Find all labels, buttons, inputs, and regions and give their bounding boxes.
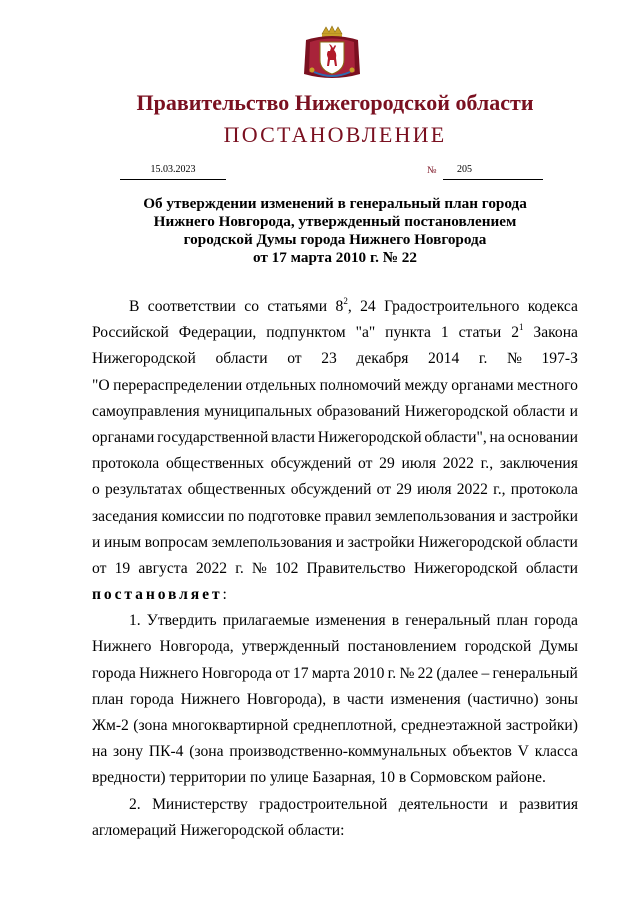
body-line: органами государственной власти Нижегородской области", на основании <box>92 428 578 446</box>
body-line: протокола общественных обсуждений от 29 июля 2022 г., заключения <box>92 455 578 473</box>
document-title <box>0 195 640 267</box>
body-line: постановляет : <box>92 582 578 608</box>
document-body <box>92 290 578 844</box>
document-type: ПОСТАНОВЛЕНИЕ <box>223 122 447 147</box>
title-line: Об утверждении изменений в генеральный план города <box>143 195 527 212</box>
body-line: самоуправления муниципальных образований Нижегородской области и <box>92 402 578 420</box>
number-sign: № <box>427 165 437 176</box>
body-line: Нижнего Новгорода, утвержденный постановлением городской Думы <box>92 638 578 656</box>
body-line: на зону ПК-4 (зона производственно-коммунальных объектов V класса <box>92 743 578 761</box>
body-line: "О перераспределении отдельных полномочий между органами местного <box>92 376 578 394</box>
document-number: 205 <box>443 163 543 180</box>
body-line: 2. Министерству градостроительной деятельности и развития <box>129 795 578 813</box>
organization-name: Правительство Нижегородской области <box>136 90 534 115</box>
body-line: города Нижнего Новгорода от 17 марта 2010 г. № 22 (далее – генеральный <box>92 664 578 682</box>
title-line: от 17 марта 2010 г. № 22 <box>253 249 417 266</box>
title-line: городской Думы города Нижнего Новгорода <box>183 231 487 248</box>
body-line: заседания комиссии по подготовке правил землепользования и застройки <box>92 507 578 525</box>
body-line: 1. Утвердить прилагаемые изменения в генеральный план города <box>129 612 578 630</box>
body-line: и иным вопросам землепользования и застройки Нижегородской области <box>92 533 578 551</box>
body-line: от 19 августа 2022 г. № 102 Правительство Нижегородской области <box>92 559 578 577</box>
body-line: Жм-2 (зона многоквартирной среднеплотной, среднеэтажной застройки) <box>92 717 578 734</box>
body-line: вредности) территории по улице Базарная, 10 в Сормовском районе. <box>92 769 546 787</box>
document-date: 15.03.2023 <box>120 163 226 180</box>
title-line: Нижнего Новгорода, утвержденный постановлением <box>153 213 517 230</box>
body-line: В соответствии со статьями $8^2$, 24 Градостроительного кодекса <box>129 296 578 315</box>
coat-of-arms-icon <box>300 24 364 82</box>
body-line: агломераций Нижегородской области: <box>92 821 345 839</box>
body-line: план города Нижнего Новгорода), в части изменения (частично) зоны <box>92 690 578 708</box>
resolves-keyword: постановляет <box>92 586 223 604</box>
body-line: Нижегородской области от 23 декабря 2014 г. № 197-З <box>92 350 578 368</box>
body-line: Российской Федерации, подпунктом "а" пункта 1 статьи $2^1$ Закона <box>92 322 578 342</box>
body-line: о результатах общественных обсуждений от 29 июля 2022 г., протокола <box>92 481 578 499</box>
